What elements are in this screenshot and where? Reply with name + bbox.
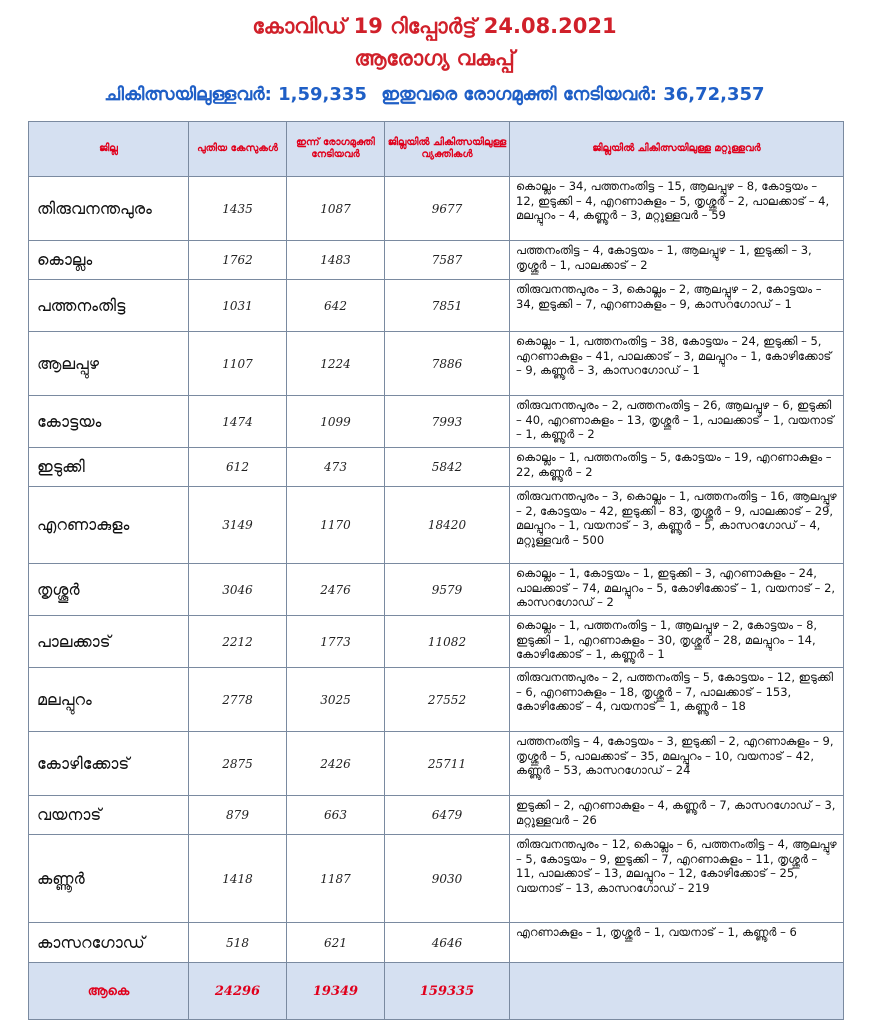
- column-header-new-cases: പുതിയ കേസുകൾ: [189, 122, 287, 177]
- table-body: [29, 177, 844, 1020]
- table-row: [29, 396, 844, 448]
- new-cases: 3149: [189, 487, 287, 564]
- district-name: വയനാട്: [29, 796, 189, 835]
- district-name: പാലക്കാട്: [29, 616, 189, 668]
- new-cases: 3046: [189, 564, 287, 616]
- active-cases: 25711: [385, 732, 510, 796]
- table-row: [29, 564, 844, 616]
- new-cases: 1474: [189, 396, 287, 448]
- district-name: ആലപ്പുഴ: [29, 332, 189, 396]
- active-cases: 27552: [385, 668, 510, 732]
- district-table: [28, 121, 844, 1020]
- active-cases: 9579: [385, 564, 510, 616]
- new-cases: 2778: [189, 668, 287, 732]
- table-row: [29, 448, 844, 487]
- other-district-cases: പത്തനംതിട്ട – 4, കോട്ടയം – 1, ആലപ്പുഴ – 1, ഇടുക്കി – 3, തൃശ്ശൂർ – 1, പാലക്കാട് – 2: [510, 241, 844, 280]
- table-row: [29, 923, 844, 963]
- other-district-cases: തിരുവനന്തപുരം – 2, പത്തനംതിട്ട – 5, കോട്ടയം – 12, ഇടുക്കി – 6, എറണാകുളം – 18, തൃശ്ശൂർ – 7, പാലക്കാട് – 153, കോഴിക്കോട് – 4, വയനാട് – 1, കണ്ണൂർ – 18: [510, 668, 844, 732]
- recovered-today: 1170: [287, 487, 385, 564]
- district-name: തിരുവനന്തപുരം: [29, 177, 189, 241]
- new-cases: 1762: [189, 241, 287, 280]
- district-name: കോട്ടയം: [29, 396, 189, 448]
- active-cases: 6479: [385, 796, 510, 835]
- other-district-cases: കൊല്ലം – 1, കോട്ടയം – 1, ഇടുക്കി – 3, എറണാകുളം – 24, പാലക്കാട് – 74, മലപ്പുറം – 5, കോഴിക്കോട് – 1, വയനാട് – 2, കാസറഗോഡ് – 2: [510, 564, 844, 616]
- table-row: [29, 332, 844, 396]
- recovered-total-stat: ഇതുവരെ രോഗമുക്തി നേടിയവർ: 36,72,357: [381, 84, 765, 105]
- new-cases: 518: [189, 923, 287, 963]
- active-cases: 7851: [385, 280, 510, 332]
- active-cases: 5842: [385, 448, 510, 487]
- other-district-cases: തിരുവനന്തപുരം – 3, കൊല്ലം – 1, പത്തനംതിട്ട – 16, ആലപ്പുഴ – 2, കോട്ടയം – 42, ഇടുക്കി – 83, തൃശ്ശൂർ – 9, പാലക്കാട് – 29, മലപ്പുറം – 1, വയനാട് – 3, കണ്ണൂർ – 5, കാസറഗോഡ് – 4, മറ്റുള്ളവർ – 500: [510, 487, 844, 564]
- department-subtitle: ആരോഗ്യ വകുപ്പ്: [354, 46, 515, 70]
- district-name: എറണാകുളം: [29, 487, 189, 564]
- recovered-today: 2426: [287, 732, 385, 796]
- active-cases: 9677: [385, 177, 510, 241]
- other-district-cases: കൊല്ലം – 1, പത്തനംതിട്ട – 38, കോട്ടയം – 24, ഇടുക്കി – 5, എറണാകുളം – 41, പാലക്കാട് – 3, മലപ്പുറം – 1, കോഴിക്കോട് – 9, കണ്ണൂർ – 3, കാസറഗോഡ് – 1: [510, 332, 844, 396]
- other-district-cases: തിരുവനന്തപുരം – 3, കൊല്ലം – 2, ആലപ്പുഴ – 2, കോട്ടയം – 34, ഇടുക്കി – 7, എറണാകുളം – 9, കാസറഗോഡ് – 1: [510, 280, 844, 332]
- recovered-today: 1099: [287, 396, 385, 448]
- under-treatment-stat: ചികിത്സയിലുള്ളവർ: 1,59,335: [104, 84, 367, 105]
- table-row: [29, 177, 844, 241]
- other-district-cases: ഇടുക്കി – 2, എറണാകുളം – 4, കണ്ണൂർ – 7, കാസറഗോഡ് – 3, മറ്റുള്ളവർ – 26: [510, 796, 844, 835]
- active-cases: 7587: [385, 241, 510, 280]
- new-cases: 2875: [189, 732, 287, 796]
- other-district-cases: പത്തനംതിട്ട – 4, കോട്ടയം – 3, ഇടുക്കി – 2, എറണാകുളം – 9, തൃശ്ശൂർ – 5, പാലക്കാട് – 35, മലപ്പുറം – 10, വയനാട് – 42, കണ്ണൂർ – 53, കാസറഗോഡ് – 24: [510, 732, 844, 796]
- other-district-cases: എറണാകുളം – 1, തൃശ്ശൂർ – 1, വയനാട് – 1, കണ്ണൂർ – 6: [510, 923, 844, 963]
- total-new-cases: 24296: [189, 963, 287, 1020]
- table-row: [29, 280, 844, 332]
- new-cases: 1435: [189, 177, 287, 241]
- recovered-today: 1087: [287, 177, 385, 241]
- active-cases: 11082: [385, 616, 510, 668]
- active-cases: 7993: [385, 396, 510, 448]
- summary-stats: [0, 84, 869, 105]
- table-row: [29, 835, 844, 923]
- total-row: [29, 963, 844, 1020]
- recovered-today: 621: [287, 923, 385, 963]
- column-header-others: ജില്ലയിൽ ചികിത്സയിലുള്ള മറ്റുള്ളവർ: [510, 122, 844, 177]
- total-active: 159335: [385, 963, 510, 1020]
- recovered-today: 1224: [287, 332, 385, 396]
- table-row: [29, 241, 844, 280]
- new-cases: 1107: [189, 332, 287, 396]
- column-header-active-cases: ജില്ലയിൽ ചികിത്സയിലുള്ള വ്യക്തികൾ: [385, 122, 510, 177]
- column-header-district: ജില്ല: [29, 122, 189, 177]
- total-others-empty: [510, 963, 844, 1020]
- recovered-today: 1187: [287, 835, 385, 923]
- table-row: [29, 732, 844, 796]
- district-name: തൃശ്ശൂർ: [29, 564, 189, 616]
- new-cases: 612: [189, 448, 287, 487]
- other-district-cases: കൊല്ലം – 1, പത്തനംതിട്ട – 5, കോട്ടയം – 19, എറണാകുളം – 22, കണ്ണൂർ – 2: [510, 448, 844, 487]
- new-cases: 879: [189, 796, 287, 835]
- column-header-recovered-today: ഇന്ന് രോഗമുക്തി നേടിയവർ: [287, 122, 385, 177]
- recovered-today: 3025: [287, 668, 385, 732]
- active-cases: 18420: [385, 487, 510, 564]
- recovered-today: 1483: [287, 241, 385, 280]
- new-cases: 1418: [189, 835, 287, 923]
- other-district-cases: കൊല്ലം – 34, പത്തനംതിട്ട – 15, ആലപ്പുഴ – 8, കോട്ടയം – 12, ഇടുക്കി – 4, എറണാകുളം – 5, തൃശ്ശൂർ – 2, പാലക്കാട് – 4, മലപ്പുറം – 4, കണ്ണൂർ – 3, മറ്റുള്ളവർ – 59: [510, 177, 844, 241]
- table-row: [29, 616, 844, 668]
- district-name: കണ്ണൂർ: [29, 835, 189, 923]
- table-row: [29, 668, 844, 732]
- table-header-row: [29, 122, 844, 177]
- recovered-today: 642: [287, 280, 385, 332]
- recovered-today: 663: [287, 796, 385, 835]
- recovered-today: 473: [287, 448, 385, 487]
- other-district-cases: കൊല്ലം – 1, പത്തനംതിട്ട – 1, ആലപ്പുഴ – 2, കോട്ടയം – 8, ഇടുക്കി – 1, എറണാകുളം – 30, തൃശ്ശൂർ – 28, മലപ്പുറം – 14, കോഴിക്കോട് – 1, കണ്ണൂർ – 1: [510, 616, 844, 668]
- active-cases: 7886: [385, 332, 510, 396]
- table-row: [29, 487, 844, 564]
- recovered-today: 1773: [287, 616, 385, 668]
- new-cases: 2212: [189, 616, 287, 668]
- active-cases: 4646: [385, 923, 510, 963]
- district-name: മലപ്പുറം: [29, 668, 189, 732]
- other-district-cases: തിരുവനന്തപുരം – 2, പത്തനംതിട്ട – 26, ആലപ്പുഴ – 6, ഇടുക്കി – 40, എറണാകുളം – 13, തൃശ്ശൂർ – 1, പാലക്കാട് – 1, വയനാട് – 1, കണ്ണൂർ – 2: [510, 396, 844, 448]
- district-name: ഇടുക്കി: [29, 448, 189, 487]
- other-district-cases: തിരുവനന്തപുരം – 12, കൊല്ലം – 6, പത്തനംതിട്ട – 4, ആലപ്പുഴ – 5, കോട്ടയം – 9, ഇടുക്കി – 7, എറണാകുളം – 11, തൃശ്ശൂർ – 11, പാലക്കാട് – 13, മലപ്പുറം – 12, കോഴിക്കോട് – 25, വയനാട് – 13, കാസറഗോഡ് – 219: [510, 835, 844, 923]
- district-name: പത്തനംതിട്ട: [29, 280, 189, 332]
- district-name: കോഴിക്കോട്: [29, 732, 189, 796]
- active-cases: 9030: [385, 835, 510, 923]
- report-title: കോവിഡ് 19 റിപ്പോർട്ട് 24.08.2021: [252, 14, 617, 38]
- total-label: ആകെ: [29, 963, 189, 1020]
- new-cases: 1031: [189, 280, 287, 332]
- district-name: കാസറഗോഡ്: [29, 923, 189, 963]
- table-row: [29, 796, 844, 835]
- total-recovered: 19349: [287, 963, 385, 1020]
- district-name: കൊല്ലം: [29, 241, 189, 280]
- recovered-today: 2476: [287, 564, 385, 616]
